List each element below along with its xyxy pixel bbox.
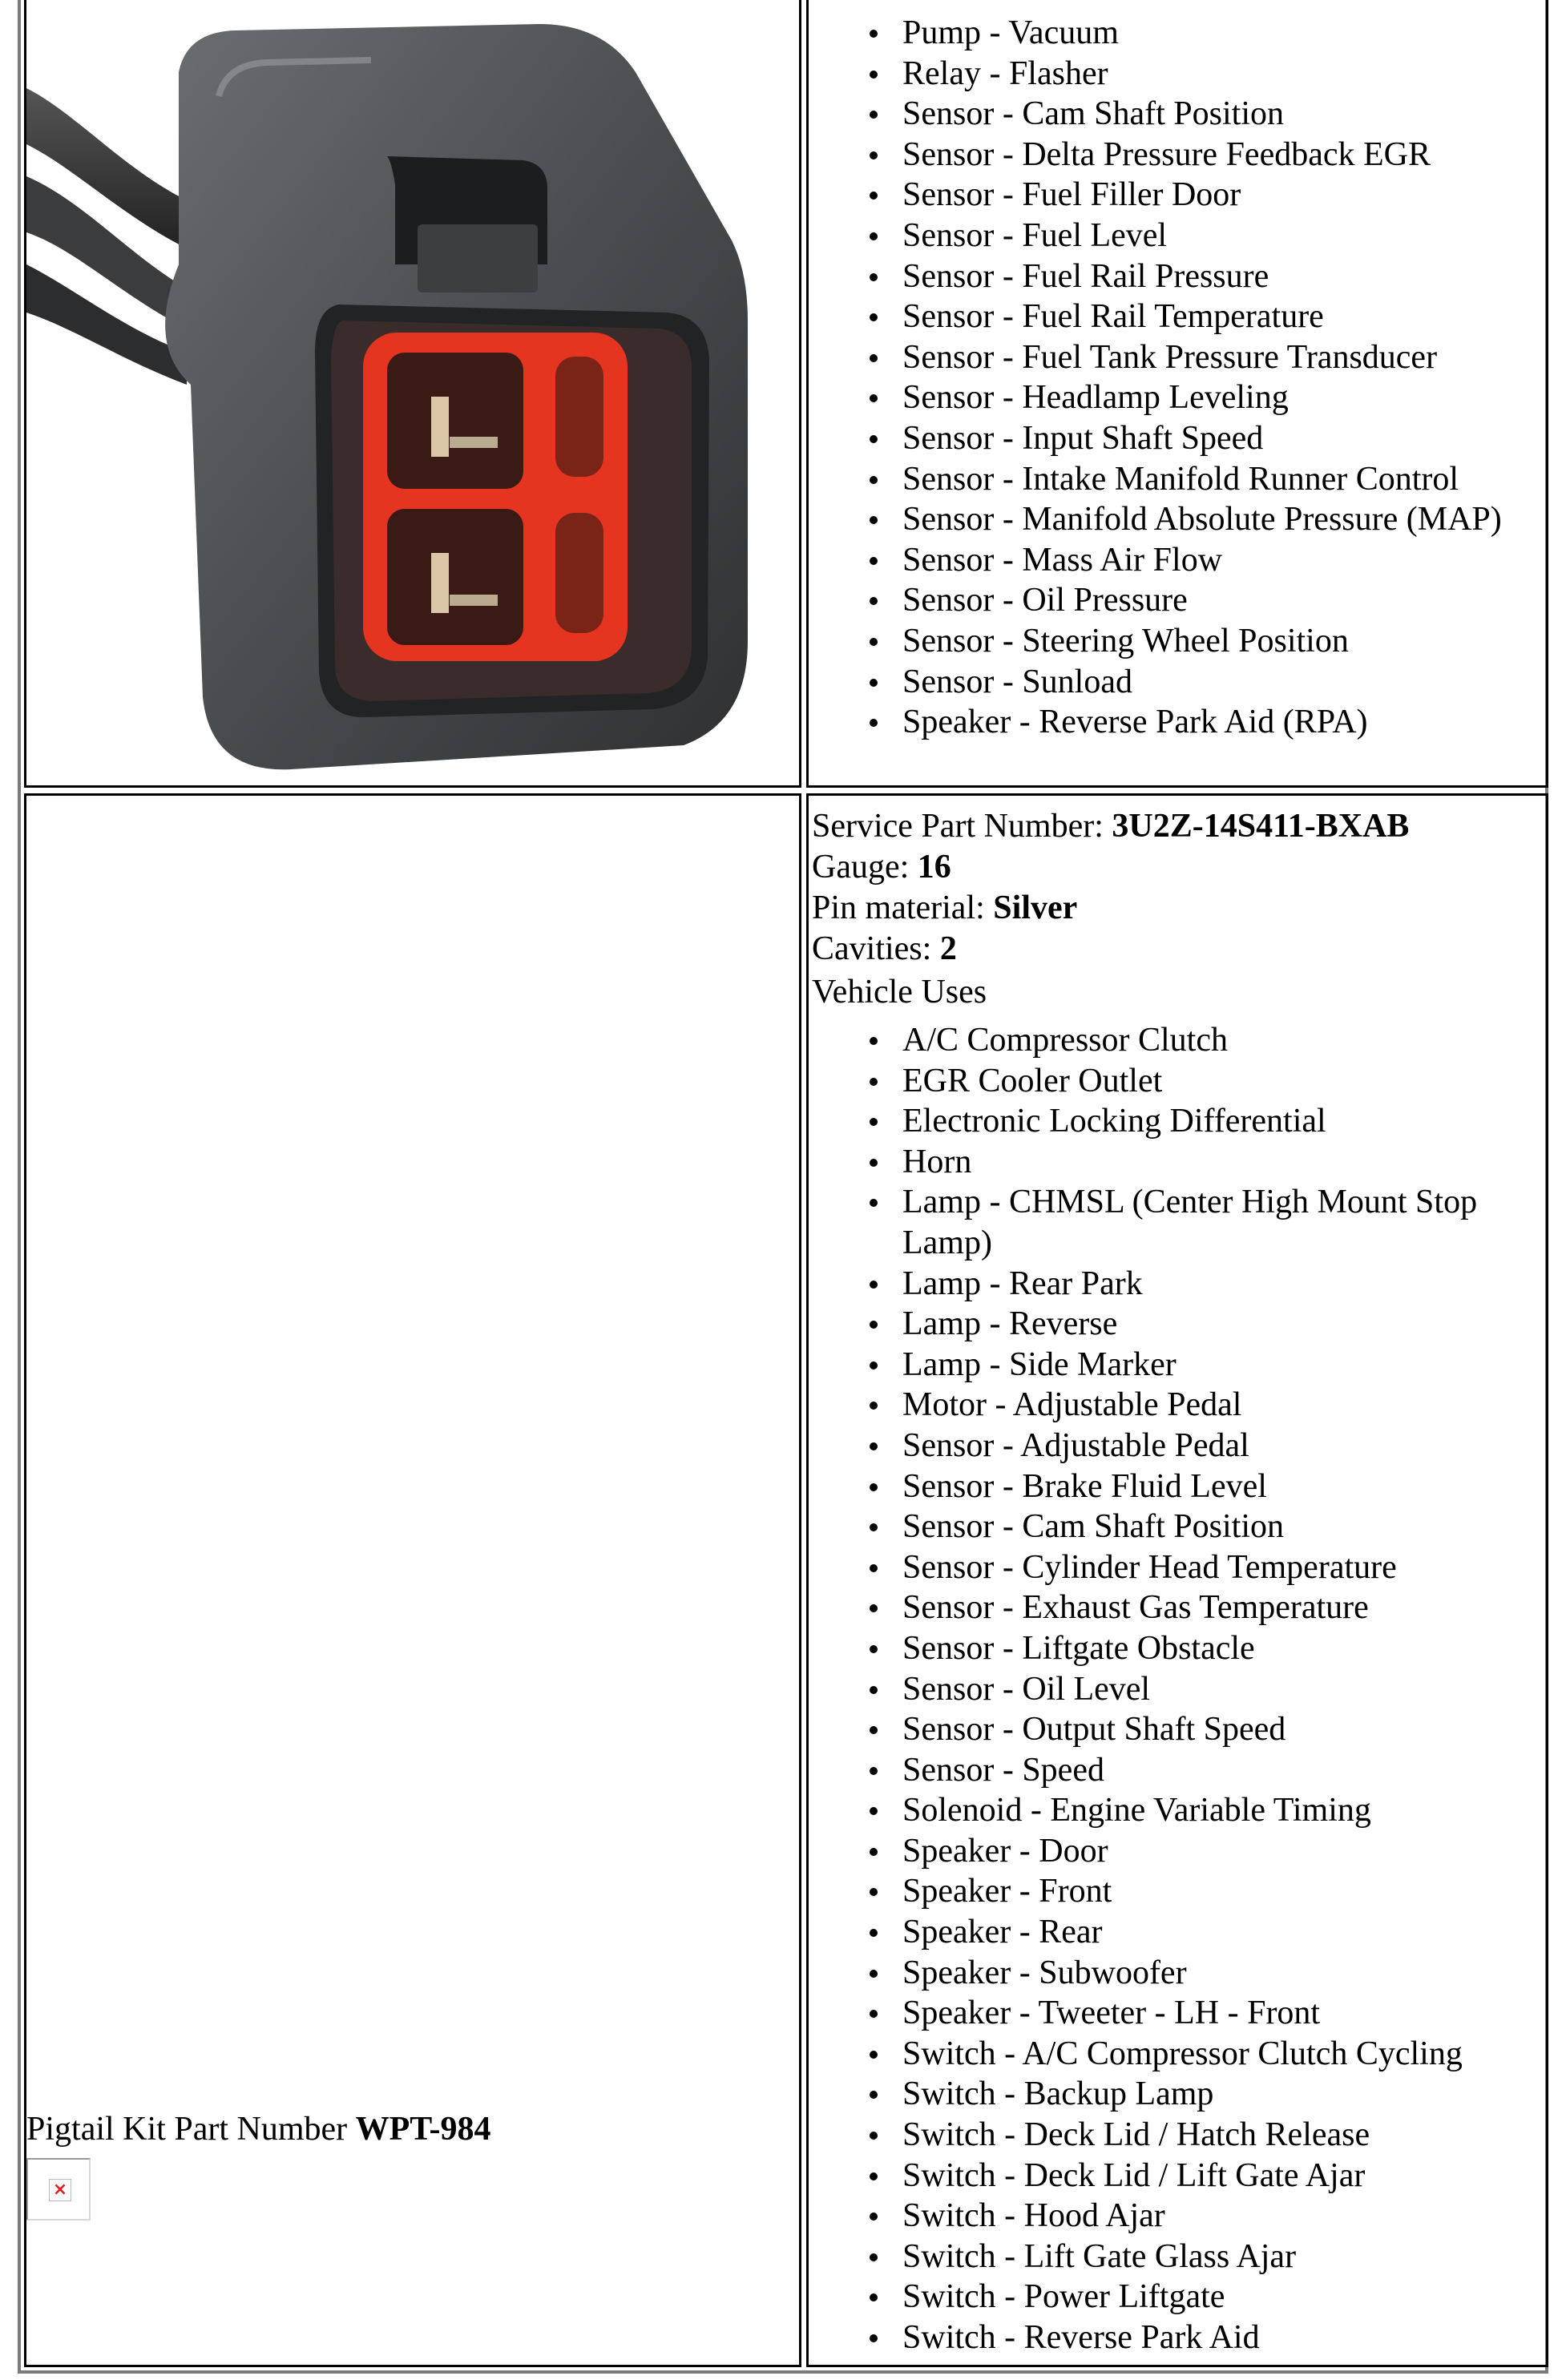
list-item: Electronic Locking Differential — [809, 1101, 1528, 1142]
list-item: Sensor - Fuel Tank Pressure Transducer — [809, 337, 1528, 378]
list-item: Motor - Adjustable Pedal — [809, 1385, 1528, 1426]
list-item: Sensor - Fuel Level — [809, 216, 1528, 256]
cavities-label: Cavities: — [812, 930, 932, 967]
list-item: Sensor - Manifold Absolute Pressure (MAP) — [809, 499, 1528, 540]
list-item: Pump - Vacuum — [809, 13, 1528, 54]
pigtail-kit-number: WPT-984 — [355, 2111, 491, 2148]
list-item: Relay - Flasher — [809, 54, 1528, 95]
list-item: Sensor - Oil Pressure — [809, 580, 1528, 621]
list-item: Sensor - Intake Manifold Runner Control — [809, 459, 1528, 500]
list-item: Speaker - Front — [809, 1871, 1528, 1912]
pigtail-cell — [24, 793, 801, 2367]
list-item: Speaker - Subwoofer — [809, 1953, 1528, 1994]
list-item: Lamp - Side Marker — [809, 1345, 1528, 1386]
cavities-line — [812, 930, 957, 968]
list-item: Switch - A/C Compressor Clutch Cycling — [809, 2034, 1528, 2075]
broken-image-placeholder[interactable] — [26, 2158, 91, 2221]
list-item: Solenoid - Engine Variable Timing — [809, 1790, 1528, 1831]
pin-material-line — [812, 889, 1077, 927]
list-item: Speaker - Door — [809, 1831, 1528, 1872]
list-item: Sensor - Speed — [809, 1750, 1528, 1791]
vehicle-uses-list-lower — [809, 1020, 1528, 2358]
list-item: Sensor - Headlamp Leveling — [809, 377, 1528, 418]
broken-image-icon: × — [49, 2179, 71, 2201]
list-item: Speaker - Reverse Park Aid (RPA) — [809, 702, 1528, 743]
list-item: Switch - Reverse Park Aid — [809, 2317, 1528, 2358]
gauge-value: 16 — [917, 849, 951, 885]
pin-material-label: Pin material: — [812, 889, 985, 926]
list-item: Sensor - Sunload — [809, 662, 1528, 703]
list-item: Sensor - Input Shaft Speed — [809, 418, 1528, 459]
list-item: Sensor - Exhaust Gas Temperature — [809, 1587, 1528, 1628]
list-item: Sensor - Output Shaft Speed — [809, 1709, 1528, 1750]
list-item: Switch - Deck Lid / Lift Gate Ajar — [809, 2156, 1528, 2196]
vehicle-uses-list-upper — [809, 13, 1528, 743]
list-item: Lamp - Reverse — [809, 1304, 1528, 1345]
gauge-label: Gauge: — [812, 849, 910, 885]
cavities-value: 2 — [939, 930, 957, 967]
list-item: Horn — [809, 1142, 1528, 1183]
list-item: Switch - Lift Gate Glass Ajar — [809, 2237, 1528, 2277]
pigtail-kit-label: Pigtail Kit Part Number — [26, 2111, 348, 2148]
list-item: Sensor - Oil Level — [809, 1669, 1528, 1710]
list-item: Speaker - Rear — [809, 1912, 1528, 1953]
list-item: Switch - Deck Lid / Hatch Release — [809, 2115, 1528, 2156]
specs-cell — [806, 793, 1548, 2367]
service-part-label: Service Part Number: — [812, 808, 1104, 845]
connector-photo — [26, 0, 799, 785]
list-item: Lamp - Rear Park — [809, 1264, 1528, 1305]
vehicle-uses-heading: Vehicle Uses — [812, 974, 987, 1010]
list-item: Sensor - Mass Air Flow — [809, 540, 1528, 581]
list-item: A/C Compressor Clutch — [809, 1020, 1528, 1061]
list-item: Switch - Hood Ajar — [809, 2196, 1528, 2237]
pigtail-kit-line — [26, 2110, 490, 2148]
pin-material-value: Silver — [993, 889, 1078, 926]
list-item: Sensor - Cylinder Head Temperature — [809, 1547, 1528, 1588]
list-item: EGR Cooler Outlet — [809, 1061, 1528, 1102]
connector-photo-cell — [24, 0, 801, 788]
list-item: Sensor - Delta Pressure Feedback EGR — [809, 135, 1528, 175]
list-item: Sensor - Steering Wheel Position — [809, 621, 1528, 662]
list-item: Switch - Power Liftgate — [809, 2277, 1528, 2317]
gauge-line — [812, 848, 951, 886]
list-item: Sensor - Cam Shaft Position — [809, 94, 1528, 135]
list-item: Lamp - CHMSL (Center High Mount Stop Lamp) — [809, 1182, 1528, 1263]
list-item: Sensor - Brake Fluid Level — [809, 1466, 1528, 1507]
list-item: Switch - Backup Lamp — [809, 2074, 1528, 2115]
vehicle-uses-cell-upper — [806, 0, 1548, 788]
list-item: Sensor - Cam Shaft Position — [809, 1507, 1528, 1547]
list-item: Sensor - Fuel Rail Temperature — [809, 296, 1528, 337]
service-part-number: 3U2Z-14S411-BXAB — [1112, 808, 1410, 845]
list-item: Sensor - Liftgate Obstacle — [809, 1628, 1528, 1669]
list-item: Sensor - Adjustable Pedal — [809, 1426, 1528, 1466]
list-item: Sensor - Fuel Filler Door — [809, 175, 1528, 216]
list-item: Sensor - Fuel Rail Pressure — [809, 256, 1528, 297]
service-part-line — [812, 807, 1409, 845]
list-item: Speaker - Tweeter - LH - Front — [809, 1993, 1528, 2034]
